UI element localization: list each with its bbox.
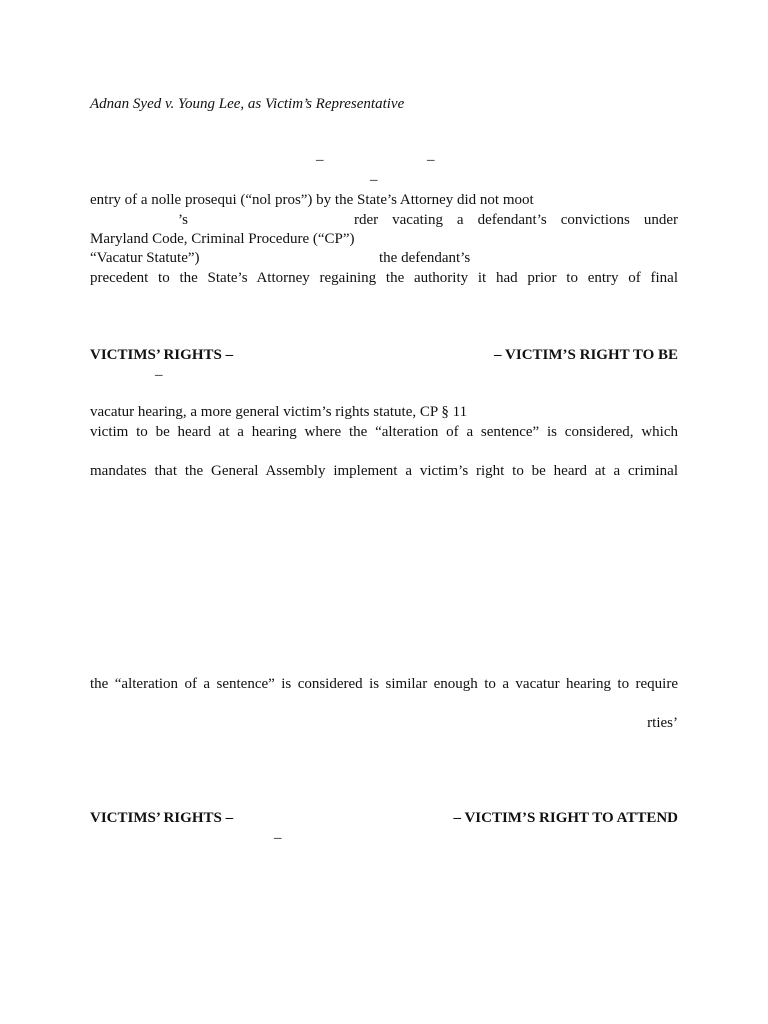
holding-one-line-fragment: ’s [178, 212, 189, 228]
caption-dash: – [427, 152, 435, 168]
section-heading-right: – VICTIM’S RIGHT TO BE [494, 347, 678, 363]
section-heading-right: – VICTIM’S RIGHT TO ATTEND [453, 810, 678, 826]
holding-two-line: mandates that the General Assembly implement a victim’s right to be heard at a criminal [90, 463, 678, 479]
holding-one-line: precedent to the State’s Attorney regaining the authority it had prior to entry of final [90, 270, 678, 286]
heading-dash: – [155, 367, 163, 383]
holding-one-line-fragment: the defendant’s [379, 250, 471, 266]
case-title: Adnan Syed v. Young Lee, as Victim’s Representative [90, 96, 405, 112]
holding-one-line: entry of a nolle prosequi (“nol pros”) by the State’s Attorney did not moot [90, 192, 534, 208]
section-heading-left: VICTIMS’ RIGHTS – [90, 347, 234, 363]
holding-three-line: the “alteration of a sentence” is considered is similar enough to a vacatur hearing to require [90, 676, 678, 692]
heading-dash: – [274, 830, 282, 846]
holding-two-line: vacatur hearing, a more general victim’s rights statute, CP § 11 [90, 404, 468, 420]
caption-dash: – [316, 152, 324, 168]
caption-dash: – [370, 172, 378, 188]
holding-one-line-fragment: “Vacatur Statute”) [90, 250, 200, 266]
holding-one-line: Maryland Code, Criminal Procedure (“CP”) [90, 231, 355, 247]
holding-two-line: victim to be heard at a hearing where the “alteration of a sentence” is considered, which [90, 424, 678, 440]
section-heading-left: VICTIMS’ RIGHTS – [90, 810, 234, 826]
holding-one-line-fragment: rder vacating a defendant’s convictions under [354, 212, 678, 228]
holding-three-line-fragment: rties’ [647, 715, 678, 731]
